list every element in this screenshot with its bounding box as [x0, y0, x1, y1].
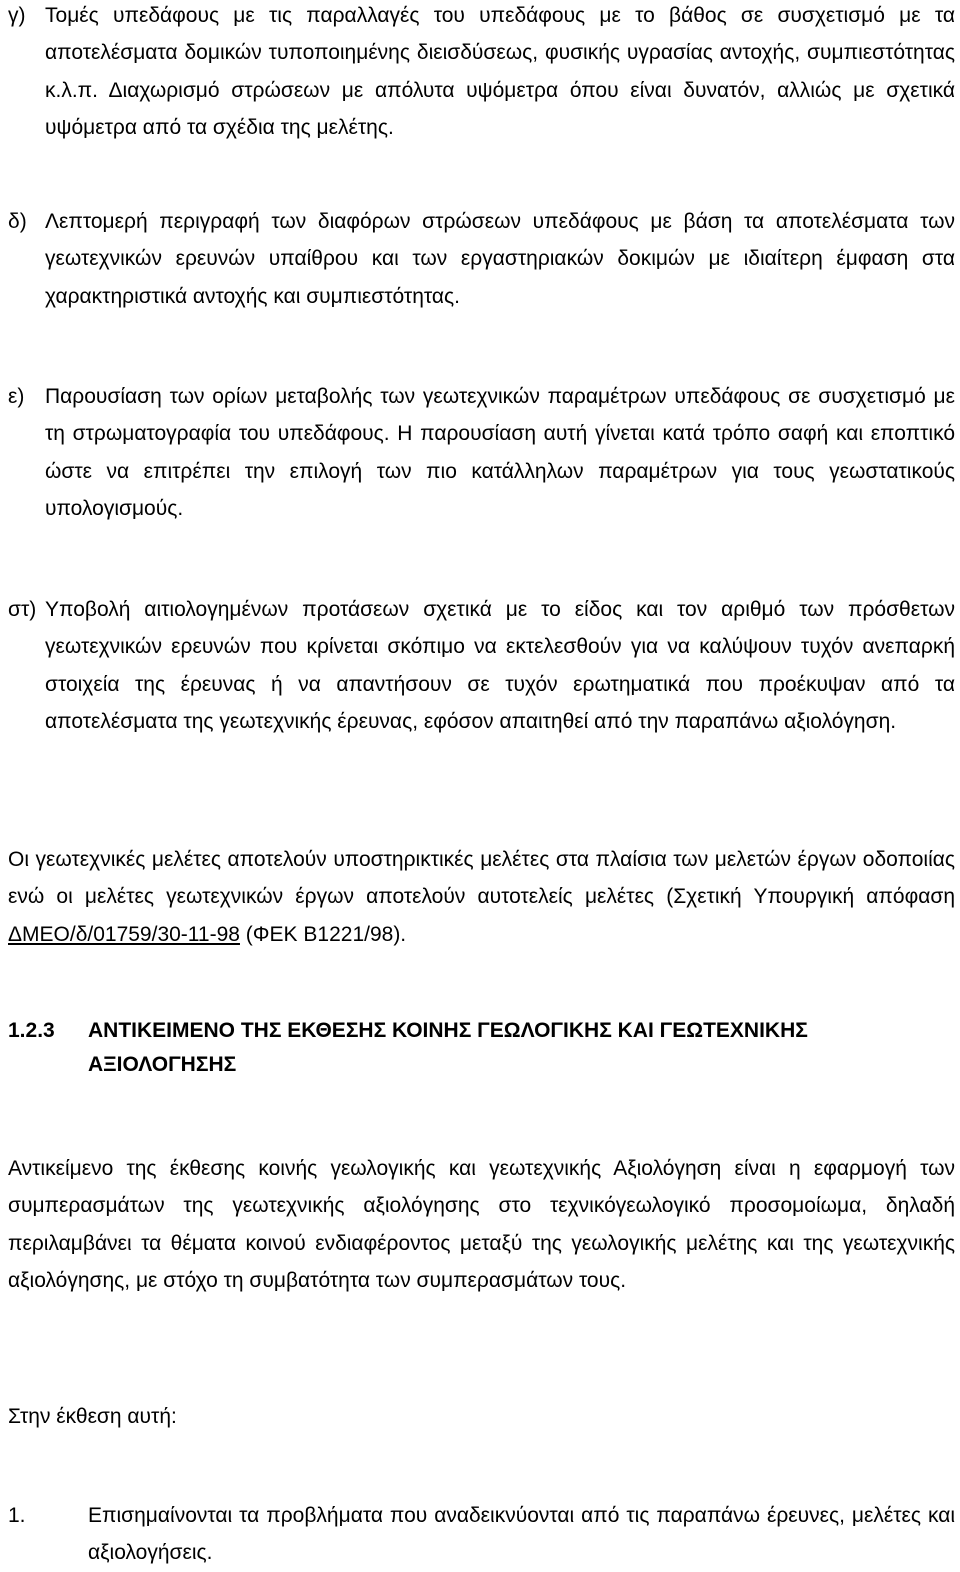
- list-item-text: Τομές υπεδάφους με τις παραλλαγές του υπεδάφους με το βάθος σε συσχετισμό με τα αποτελέσματα δομικών τυποποιημένης διεισδύσεως, φυσικής υγρασίας αντοχής, συμπιεστότητας κ.λ.π. Διαχωρισμό στρώσεων με απόλυτα υψόμετρα όπου είναι δυνατόν, αλλιώς με σχετικά υψόμετρα από τα σχέδια της μελέτης.: [45, 4, 955, 140]
- paragraph-studies: [8, 841, 955, 953]
- numbered-item-label: 1.: [8, 1504, 26, 1527]
- list-item-label: στ): [8, 598, 37, 621]
- list-item-label: ε): [8, 385, 25, 408]
- section-number: 1.2.3: [8, 1019, 55, 1042]
- list-item-stigma: [8, 591, 955, 741]
- list-item-text: Υποβολή αιτιολογημένων προτάσεων σχετικά με το είδος και τον αριθμό των πρόσθετων γεωτεχνικών ερευνών που κρίνεται σκόπιμο να εκτελεσθούν για να καλύψουν τυχόν ανεπαρκή στοιχεία της έρευνας ή να απαντήσουν σε τυχόν ερωτηματικά που προέκυψαν από τα αποτελέσματα της γεωτεχνικής έρευνας, εφόσον απαιτηθεί από την παραπάνω αξιολόγηση.: [45, 598, 955, 734]
- paragraph-studies-text-before: Οι γεωτεχνικές μελέτες αποτελούν υποστηρικτικές μελέτες στα πλαίσια των μελετών έργων οδοποιίας ενώ οι μελέτες γεωτεχνικών έργων αποτελούν αυτοτελείς μελέτες (Σχετική Υπουργική απόφαση: [8, 848, 955, 909]
- numbered-item-text: Επισημαίνονται τα προβλήματα που αναδεικνύονται από τις παραπάνω έρευνες, μελέτες και αξιολογήσεις.: [88, 1504, 955, 1565]
- list-item-label: δ): [8, 210, 27, 233]
- list-item-epsilon: [8, 378, 955, 528]
- paragraph-studies-text-after: (ΦΕΚ Β1221/98).: [239, 922, 407, 946]
- list-item-text: Παρουσίαση των ορίων μεταβολής των γεωτεχνικών παραμέτρων υπεδάφους σε συσχετισμό με τη στρωματογραφία του υπεδάφους. Η παρουσίαση αυτή γίνεται κατά τρόπο σαφή και εποπτικό ώστε να επιτρέπει την επιλογή των πιο κατάλληλων παραμέτρων για τους γεωστατικούς υπολογισμούς.: [45, 385, 955, 521]
- list-item-delta: [8, 203, 955, 315]
- section-title: ΑΝΤΙΚΕΙΜΕΝΟ ΤΗΣ ΕΚΘΕΣΗΣ ΚΟΙΝΗΣ ΓΕΩΛΟΓΙΚΗΣ ΚΑΙ ΓΕΩΤΕΧΝΙΚΗΣ ΑΞΙΟΛΟΓΗΣΗΣ: [88, 1019, 808, 1076]
- paragraph-object: Αντικείμενο της έκθεσης κοινής γεωλογικής και γεωτεχνικής Αξιολόγηση είναι η εφαρμογή των συμπερασμάτων της γεωτεχνικής αξιολόγησης στο τεχνικόγεωλογικό προσομοίωμα, δηλαδή περιλαμβάνει τα θέματα κοινού ενδιαφέροντος μεταξύ της γεωλογικής μελέτης και της γεωτεχνικής αξιολόγησης, με στόχο τη συμβατότητα των συμπερασμάτων τους.: [8, 1157, 955, 1293]
- section-heading: [8, 1014, 958, 1082]
- numbered-item-1: [8, 1497, 955, 1572]
- list-item-text: Λεπτομερή περιγραφή των διαφόρων στρώσεων υπεδάφους με βάση τα αποτελέσματα των γεωτεχνικών ερευνών υπαίθρου και των εργαστηριακών δοκιμών με ιδιαίτερη έμφαση στα χαρακτηριστικά αντοχής και συμπιεστότητας.: [45, 210, 955, 308]
- list-item-gamma: [8, 0, 955, 147]
- paragraph-intro: Στην έκθεση αυτή:: [8, 1405, 177, 1428]
- list-item-label: γ): [8, 4, 26, 27]
- decision-code: ΔΜΕΟ/δ/01759/30-11-98: [8, 922, 240, 946]
